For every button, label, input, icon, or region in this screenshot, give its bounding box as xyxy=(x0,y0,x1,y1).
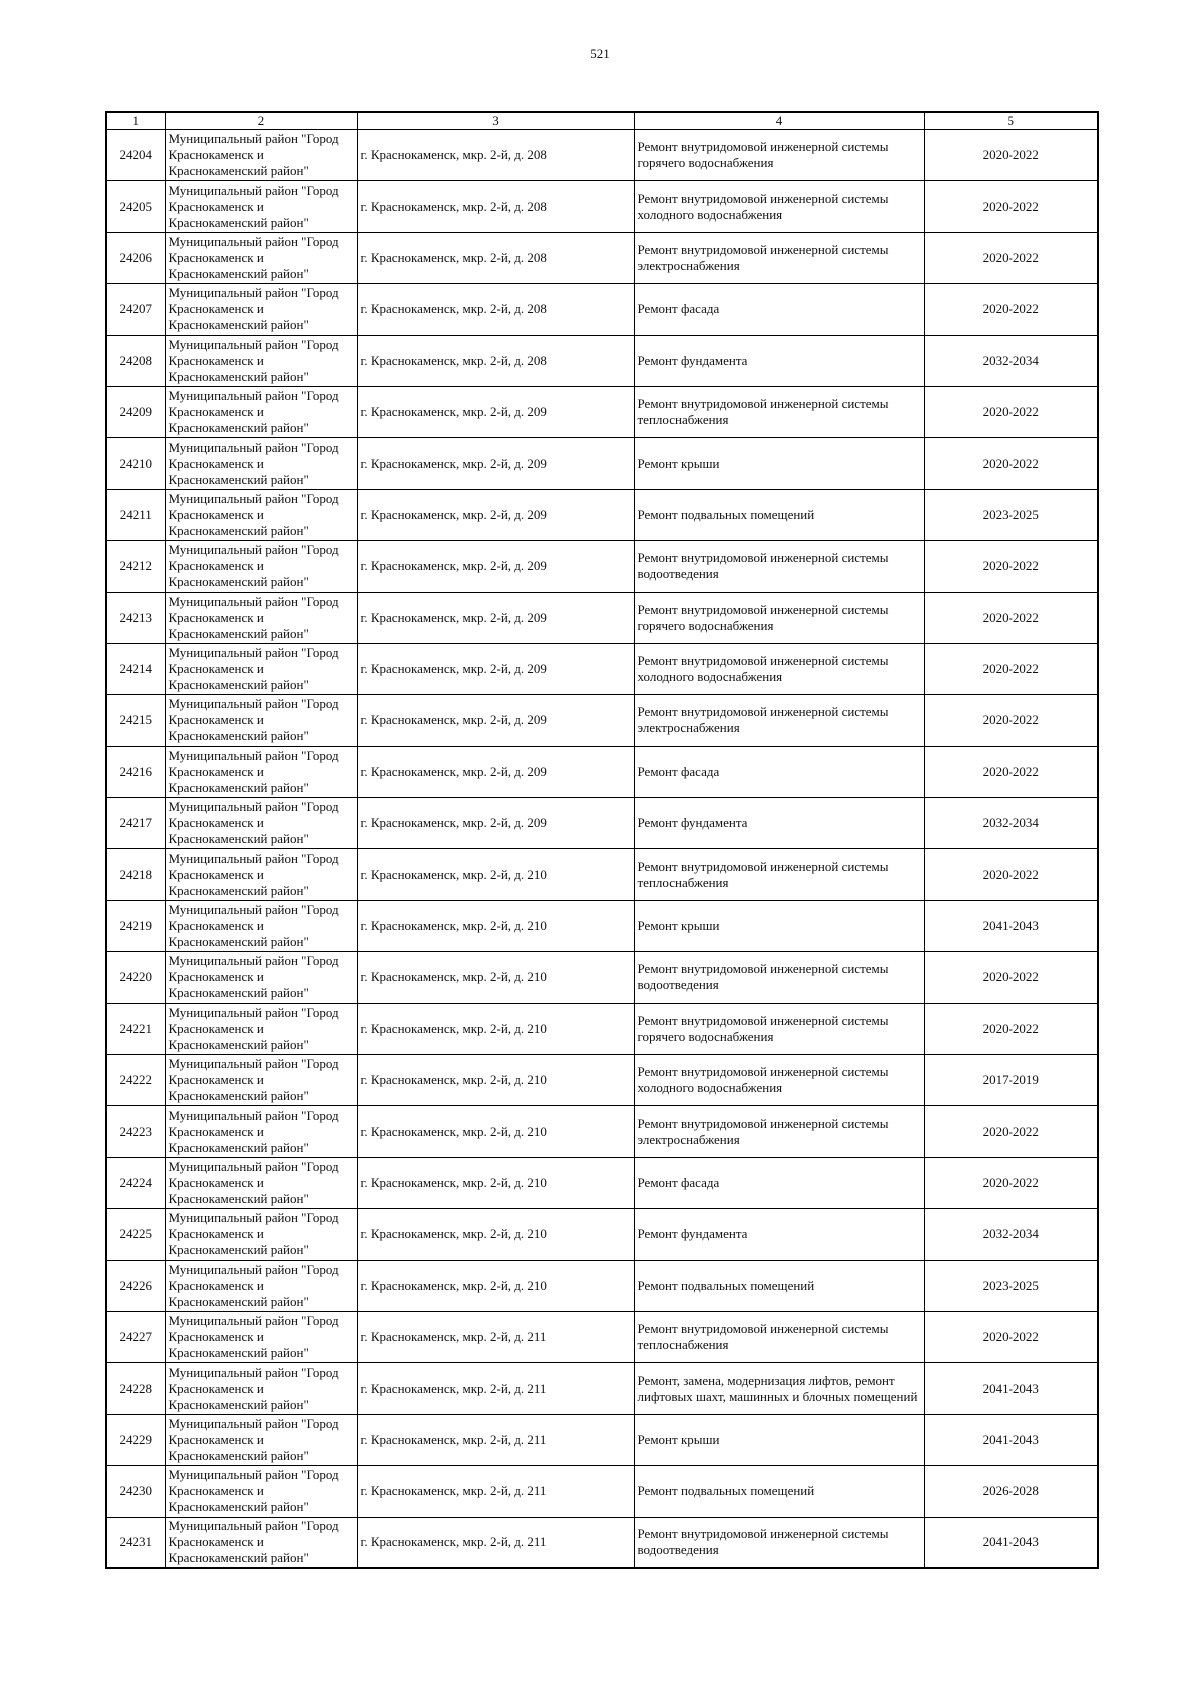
cell-address: г. Краснокаменск, мкр. 2-й, д. 209 xyxy=(357,592,634,643)
cell-address: г. Краснокаменск, мкр. 2-й, д. 210 xyxy=(357,849,634,900)
table-row xyxy=(106,1260,1098,1311)
cell-number: 24204 xyxy=(106,130,165,181)
table-row xyxy=(106,746,1098,797)
cell-number: 24208 xyxy=(106,335,165,386)
cell-number: 24216 xyxy=(106,746,165,797)
cell-work-type: Ремонт фундамента xyxy=(634,798,924,849)
cell-work-type: Ремонт крыши xyxy=(634,1414,924,1465)
cell-district: Муниципальный район "Город Краснокаменск и Краснокаменский район" xyxy=(165,284,357,335)
cell-work-type: Ремонт внутридомовой инженерной системы электроснабжения xyxy=(634,1106,924,1157)
cell-district: Муниципальный район "Город Краснокаменск и Краснокаменский район" xyxy=(165,541,357,592)
cell-number: 24219 xyxy=(106,900,165,951)
cell-number: 24221 xyxy=(106,1003,165,1054)
cell-number: 24218 xyxy=(106,849,165,900)
cell-work-type: Ремонт фасада xyxy=(634,284,924,335)
cell-work-type: Ремонт внутридомовой инженерной системы холодного водоснабжения xyxy=(634,643,924,694)
table-row xyxy=(106,1466,1098,1517)
cell-address: г. Краснокаменск, мкр. 2-й, д. 208 xyxy=(357,335,634,386)
cell-work-type: Ремонт внутридомовой инженерной системы холодного водоснабжения xyxy=(634,1055,924,1106)
cell-district: Муниципальный район "Город Краснокаменск и Краснокаменский район" xyxy=(165,130,357,181)
cell-address: г. Краснокаменск, мкр. 2-й, д. 208 xyxy=(357,284,634,335)
cell-address: г. Краснокаменск, мкр. 2-й, д. 211 xyxy=(357,1466,634,1517)
cell-address: г. Краснокаменск, мкр. 2-й, д. 210 xyxy=(357,1157,634,1208)
cell-district: Муниципальный район "Город Краснокаменск и Краснокаменский район" xyxy=(165,1414,357,1465)
cell-district: Муниципальный район "Город Краснокаменск и Краснокаменский район" xyxy=(165,232,357,283)
cell-work-type: Ремонт внутридомовой инженерной системы электроснабжения xyxy=(634,695,924,746)
table-row xyxy=(106,849,1098,900)
table-row xyxy=(106,952,1098,1003)
cell-work-type: Ремонт фасада xyxy=(634,746,924,797)
cell-address: г. Краснокаменск, мкр. 2-й, д. 209 xyxy=(357,386,634,437)
cell-period: 2020-2022 xyxy=(924,232,1098,283)
cell-work-type: Ремонт внутридомовой инженерной системы водоотведения xyxy=(634,952,924,1003)
header-row xyxy=(106,112,1098,130)
cell-district: Муниципальный район "Город Краснокаменск и Краснокаменский район" xyxy=(165,1517,357,1568)
cell-period: 2020-2022 xyxy=(924,1106,1098,1157)
cell-number: 24214 xyxy=(106,643,165,694)
cell-period: 2041-2043 xyxy=(924,1363,1098,1414)
cell-work-type: Ремонт фундамента xyxy=(634,1209,924,1260)
table-row xyxy=(106,1311,1098,1362)
cell-district: Муниципальный район "Город Краснокаменск и Краснокаменский район" xyxy=(165,1311,357,1362)
column-header-2: 2 xyxy=(165,112,357,130)
cell-work-type: Ремонт, замена, модернизация лифтов, ремонт лифтовых шахт, машинных и блочных помещений xyxy=(634,1363,924,1414)
cell-period: 2020-2022 xyxy=(924,849,1098,900)
cell-period: 2020-2022 xyxy=(924,386,1098,437)
cell-number: 24225 xyxy=(106,1209,165,1260)
cell-period: 2041-2043 xyxy=(924,1517,1098,1568)
column-header-1: 1 xyxy=(106,112,165,130)
cell-address: г. Краснокаменск, мкр. 2-й, д. 209 xyxy=(357,489,634,540)
cell-district: Муниципальный район "Город Краснокаменск и Краснокаменский район" xyxy=(165,1466,357,1517)
cell-number: 24224 xyxy=(106,1157,165,1208)
table-row xyxy=(106,1363,1098,1414)
table-header xyxy=(106,112,1098,130)
cell-period: 2020-2022 xyxy=(924,1003,1098,1054)
cell-address: г. Краснокаменск, мкр. 2-й, д. 210 xyxy=(357,1209,634,1260)
cell-number: 24229 xyxy=(106,1414,165,1465)
table-row xyxy=(106,181,1098,232)
cell-number: 24222 xyxy=(106,1055,165,1106)
cell-work-type: Ремонт фундамента xyxy=(634,335,924,386)
cell-work-type: Ремонт внутридомовой инженерной системы водоотведения xyxy=(634,1517,924,1568)
cell-district: Муниципальный район "Город Краснокаменск и Краснокаменский район" xyxy=(165,181,357,232)
table-body xyxy=(106,130,1098,1569)
cell-period: 2020-2022 xyxy=(924,592,1098,643)
cell-number: 24205 xyxy=(106,181,165,232)
cell-period: 2020-2022 xyxy=(924,746,1098,797)
table-row xyxy=(106,1055,1098,1106)
table-row xyxy=(106,798,1098,849)
cell-period: 2020-2022 xyxy=(924,181,1098,232)
cell-work-type: Ремонт внутридомовой инженерной системы электроснабжения xyxy=(634,232,924,283)
cell-district: Муниципальный район "Город Краснокаменск и Краснокаменский район" xyxy=(165,849,357,900)
cell-address: г. Краснокаменск, мкр. 2-й, д. 208 xyxy=(357,181,634,232)
cell-period: 2017-2019 xyxy=(924,1055,1098,1106)
cell-period: 2020-2022 xyxy=(924,1157,1098,1208)
cell-district: Муниципальный район "Город Краснокаменск и Краснокаменский район" xyxy=(165,1055,357,1106)
works-table xyxy=(105,111,1099,1569)
cell-work-type: Ремонт внутридомовой инженерной системы теплоснабжения xyxy=(634,1311,924,1362)
cell-address: г. Краснокаменск, мкр. 2-й, д. 209 xyxy=(357,541,634,592)
cell-period: 2020-2022 xyxy=(924,438,1098,489)
cell-period: 2032-2034 xyxy=(924,1209,1098,1260)
table-row xyxy=(106,1106,1098,1157)
cell-number: 24223 xyxy=(106,1106,165,1157)
cell-number: 24207 xyxy=(106,284,165,335)
table-row xyxy=(106,130,1098,181)
cell-number: 24217 xyxy=(106,798,165,849)
cell-number: 24210 xyxy=(106,438,165,489)
cell-district: Муниципальный район "Город Краснокаменск и Краснокаменский район" xyxy=(165,1260,357,1311)
cell-address: г. Краснокаменск, мкр. 2-й, д. 210 xyxy=(357,1260,634,1311)
cell-work-type: Ремонт фасада xyxy=(634,1157,924,1208)
cell-number: 24227 xyxy=(106,1311,165,1362)
cell-address: г. Краснокаменск, мкр. 2-й, д. 209 xyxy=(357,643,634,694)
table-row xyxy=(106,232,1098,283)
cell-address: г. Краснокаменск, мкр. 2-й, д. 209 xyxy=(357,695,634,746)
table-row xyxy=(106,1209,1098,1260)
cell-address: г. Краснокаменск, мкр. 2-й, д. 208 xyxy=(357,130,634,181)
table-row xyxy=(106,438,1098,489)
cell-district: Муниципальный район "Город Краснокаменск и Краснокаменский район" xyxy=(165,1157,357,1208)
cell-number: 24230 xyxy=(106,1466,165,1517)
table-row xyxy=(106,1517,1098,1568)
cell-address: г. Краснокаменск, мкр. 2-й, д. 209 xyxy=(357,438,634,489)
table-row xyxy=(106,592,1098,643)
column-header-5: 5 xyxy=(924,112,1098,130)
table-row xyxy=(106,1414,1098,1465)
cell-address: г. Краснокаменск, мкр. 2-й, д. 211 xyxy=(357,1363,634,1414)
table-row xyxy=(106,284,1098,335)
cell-number: 24209 xyxy=(106,386,165,437)
cell-number: 24231 xyxy=(106,1517,165,1568)
cell-number: 24220 xyxy=(106,952,165,1003)
cell-period: 2041-2043 xyxy=(924,1414,1098,1465)
cell-period: 2020-2022 xyxy=(924,643,1098,694)
cell-work-type: Ремонт внутридомовой инженерной системы теплоснабжения xyxy=(634,849,924,900)
cell-district: Муниципальный район "Город Краснокаменск и Краснокаменский район" xyxy=(165,1363,357,1414)
cell-district: Муниципальный район "Город Краснокаменск и Краснокаменский район" xyxy=(165,900,357,951)
cell-work-type: Ремонт внутридомовой инженерной системы горячего водоснабжения xyxy=(634,130,924,181)
cell-address: г. Краснокаменск, мкр. 2-й, д. 210 xyxy=(357,1003,634,1054)
cell-address: г. Краснокаменск, мкр. 2-й, д. 210 xyxy=(357,900,634,951)
cell-address: г. Краснокаменск, мкр. 2-й, д. 211 xyxy=(357,1414,634,1465)
table-row xyxy=(106,489,1098,540)
cell-district: Муниципальный район "Город Краснокаменск и Краснокаменский район" xyxy=(165,643,357,694)
table-row xyxy=(106,1003,1098,1054)
cell-period: 2032-2034 xyxy=(924,798,1098,849)
cell-period: 2020-2022 xyxy=(924,952,1098,1003)
cell-number: 24206 xyxy=(106,232,165,283)
cell-district: Муниципальный район "Город Краснокаменск и Краснокаменский район" xyxy=(165,952,357,1003)
cell-period: 2023-2025 xyxy=(924,489,1098,540)
table-row xyxy=(106,386,1098,437)
cell-period: 2032-2034 xyxy=(924,335,1098,386)
cell-address: г. Краснокаменск, мкр. 2-й, д. 209 xyxy=(357,798,634,849)
cell-period: 2020-2022 xyxy=(924,695,1098,746)
cell-period: 2020-2022 xyxy=(924,541,1098,592)
page-number: 521 xyxy=(590,46,610,61)
cell-work-type: Ремонт внутридомовой инженерной системы водоотведения xyxy=(634,541,924,592)
cell-district: Муниципальный район "Город Краснокаменск и Краснокаменский район" xyxy=(165,1106,357,1157)
cell-district: Муниципальный район "Город Краснокаменск и Краснокаменский район" xyxy=(165,438,357,489)
column-header-4: 4 xyxy=(634,112,924,130)
cell-work-type: Ремонт внутридомовой инженерной системы холодного водоснабжения xyxy=(634,181,924,232)
cell-work-type: Ремонт внутридомовой инженерной системы горячего водоснабжения xyxy=(634,592,924,643)
table-row xyxy=(106,695,1098,746)
cell-address: г. Краснокаменск, мкр. 2-й, д. 211 xyxy=(357,1517,634,1568)
cell-number: 24213 xyxy=(106,592,165,643)
cell-address: г. Краснокаменск, мкр. 2-й, д. 210 xyxy=(357,952,634,1003)
cell-address: г. Краснокаменск, мкр. 2-й, д. 211 xyxy=(357,1311,634,1362)
cell-work-type: Ремонт крыши xyxy=(634,900,924,951)
table-row xyxy=(106,643,1098,694)
cell-address: г. Краснокаменск, мкр. 2-й, д. 210 xyxy=(357,1055,634,1106)
cell-work-type: Ремонт подвальных помещений xyxy=(634,1260,924,1311)
cell-number: 24211 xyxy=(106,489,165,540)
cell-number: 24212 xyxy=(106,541,165,592)
cell-period: 2023-2025 xyxy=(924,1260,1098,1311)
cell-address: г. Краснокаменск, мкр. 2-й, д. 209 xyxy=(357,746,634,797)
column-header-3: 3 xyxy=(357,112,634,130)
table-row xyxy=(106,541,1098,592)
cell-period: 2020-2022 xyxy=(924,1311,1098,1362)
cell-period: 2041-2043 xyxy=(924,900,1098,951)
cell-address: г. Краснокаменск, мкр. 2-й, д. 208 xyxy=(357,232,634,283)
table-row xyxy=(106,1157,1098,1208)
cell-period: 2026-2028 xyxy=(924,1466,1098,1517)
cell-work-type: Ремонт подвальных помещений xyxy=(634,1466,924,1517)
cell-district: Муниципальный район "Город Краснокаменск и Краснокаменский район" xyxy=(165,386,357,437)
cell-period: 2020-2022 xyxy=(924,130,1098,181)
cell-district: Муниципальный район "Город Краснокаменск и Краснокаменский район" xyxy=(165,746,357,797)
cell-district: Муниципальный район "Город Краснокаменск и Краснокаменский район" xyxy=(165,798,357,849)
cell-district: Муниципальный район "Город Краснокаменск и Краснокаменский район" xyxy=(165,335,357,386)
cell-district: Муниципальный район "Город Краснокаменск и Краснокаменский район" xyxy=(165,489,357,540)
cell-number: 24226 xyxy=(106,1260,165,1311)
table-row xyxy=(106,900,1098,951)
cell-work-type: Ремонт внутридомовой инженерной системы теплоснабжения xyxy=(634,386,924,437)
cell-number: 24215 xyxy=(106,695,165,746)
table-row xyxy=(106,335,1098,386)
cell-district: Муниципальный район "Город Краснокаменск и Краснокаменский район" xyxy=(165,695,357,746)
cell-work-type: Ремонт подвальных помещений xyxy=(634,489,924,540)
cell-district: Муниципальный район "Город Краснокаменск и Краснокаменский район" xyxy=(165,1003,357,1054)
cell-work-type: Ремонт крыши xyxy=(634,438,924,489)
cell-period: 2020-2022 xyxy=(924,284,1098,335)
cell-district: Муниципальный район "Город Краснокаменск и Краснокаменский район" xyxy=(165,1209,357,1260)
cell-work-type: Ремонт внутридомовой инженерной системы горячего водоснабжения xyxy=(634,1003,924,1054)
cell-address: г. Краснокаменск, мкр. 2-й, д. 210 xyxy=(357,1106,634,1157)
cell-district: Муниципальный район "Город Краснокаменск и Краснокаменский район" xyxy=(165,592,357,643)
cell-number: 24228 xyxy=(106,1363,165,1414)
